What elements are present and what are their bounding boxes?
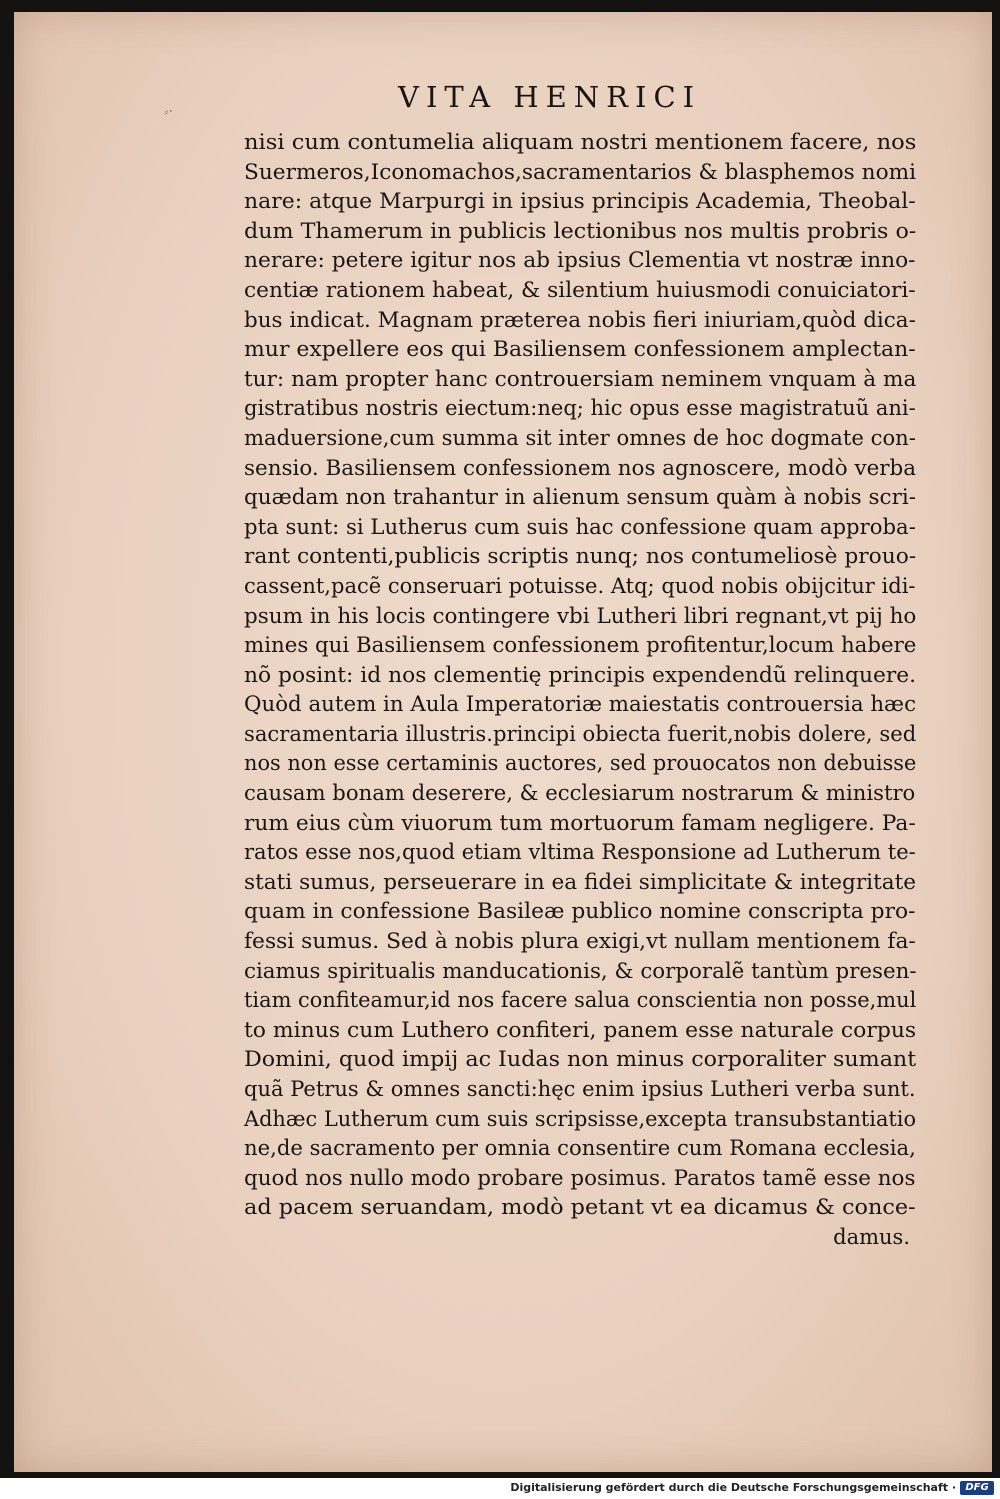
text-line: causam bonam deserere, & ecclesiarum nostrarum & ministro [244, 781, 916, 806]
text-line: cassent,pacẽ conseruari potuisse. Atq; quod nobis obijcitur idi- [244, 573, 916, 598]
text-line: centiæ rationem habeat, & silentium huiusmodi conuiciatori- [244, 277, 916, 302]
text-line: Adhæc Lutherum cum suis scripsisse,excepta transubstantiatio [244, 1106, 917, 1131]
text-line: nõ posint: id nos clementię principis expendendũ relinquere. [244, 662, 917, 687]
text-line: nisi cum contumelia aliquam nostri mentionem facere, nos [244, 130, 917, 154]
dfg-logo-icon: DFG [960, 1481, 994, 1495]
catchword: damus. [833, 1224, 910, 1249]
footer-bar [0, 1478, 1000, 1499]
text-line: Domini, quod impij ac Iudas non minus corporaliter sumant [244, 1047, 917, 1072]
funding-credit: Digitalisierung gefördert durch die Deutsche Forschungsgemeinschaft · [510, 1481, 956, 1494]
text-line: rant contenti,publicis scriptis nunq; nos contumeliosè prouo- [244, 544, 917, 569]
text-line: gistratibus nostris eiectum:neq; hic opus esse magistratuũ ani- [244, 396, 916, 421]
text-line: nos non esse certaminis auctores, sed prouocatos non debuisse [244, 751, 917, 776]
text-line: sensio. Basiliensem confessionem nos agnoscere, modò verba [244, 455, 917, 480]
text-line: psum in his locis contingere vbi Lutheri libri regnant,vt pij ho [244, 603, 917, 628]
ink-mark: ⸗· [164, 104, 174, 120]
text-line: quam in confessione Basileæ publico nomine conscripta pro- [244, 899, 916, 924]
text-line: sacramentaria illustris.principi obiecta fuerit,nobis dolere, sed [244, 721, 917, 746]
text-line: ad pacem seruandam, modò petant vt ea dicamus & conce- [244, 1195, 916, 1220]
text-line: pta sunt: si Lutherus cum suis hac confessione quam approba- [244, 514, 916, 539]
text-line: mines qui Basiliensem confessionem profitentur,locum habere [244, 633, 917, 658]
text-line: ciamus spiritualis manducationis, & corporalẽ tantùm presen- [244, 958, 917, 983]
running-head: VITA HENRICI [398, 80, 702, 114]
text-line: to minus cum Luthero confiteri, panem esse naturale corpus [244, 1017, 917, 1042]
text-line: ne,de sacramento per omnia consentire cum Romana ecclesia, [244, 1136, 916, 1161]
text-line: tur: nam propter hanc controuersiam neminem vnquam à ma [244, 366, 917, 391]
text-line: dum Thamerum in publicis lectionibus nos multis probris o- [244, 218, 917, 243]
body-text [244, 128, 924, 1253]
text-line: nerare: petere igitur nos ab ipsius Clementia vt nostræ inno- [244, 248, 916, 273]
text-line: quædam non trahantur in alienum sensum quàm à nobis scri- [244, 485, 916, 510]
text-line: Quòd autem in Aula Imperatoriæ maiestatis controuersia hæc [244, 692, 917, 717]
text-line: rum eius cùm viuorum tum mortuorum famam negligere. Pa- [244, 810, 916, 835]
text-line: quod nos nullo modo probare posimus. Paratos tamẽ esse nos [244, 1165, 916, 1190]
text-line: tiam confiteamur,id nos facere salua conscientia non posse,mul [244, 988, 917, 1013]
text-line: nare: atque Marpurgi in ipsius principis Academia, Theobal- [244, 189, 916, 214]
text-line: ratos esse nos,quod etiam vltima Responsione ad Lutherum te- [244, 840, 916, 865]
text-line: fessi sumus. Sed à nobis plura exigi,vt nullam mentionem fa- [244, 929, 916, 954]
text-line: stati sumus, perseuerare in ea fidei simplicitate & integritate [244, 869, 917, 894]
text-line: mur expellere eos qui Basiliensem confessionem amplectan- [244, 337, 916, 362]
text-line: maduersione,cum summa sit inter omnes de hoc dogmate con- [244, 425, 916, 450]
text-line: bus indicat. Magnam præterea nobis fieri iniuriam,quòd dica- [244, 307, 916, 332]
text-line: Suermeros,Iconomachos,sacramentarios & blasphemos nomi [244, 159, 917, 184]
text-line: quã Petrus & omnes sancti:hęc enim ipsius Lutheri verba sunt. [244, 1077, 916, 1101]
